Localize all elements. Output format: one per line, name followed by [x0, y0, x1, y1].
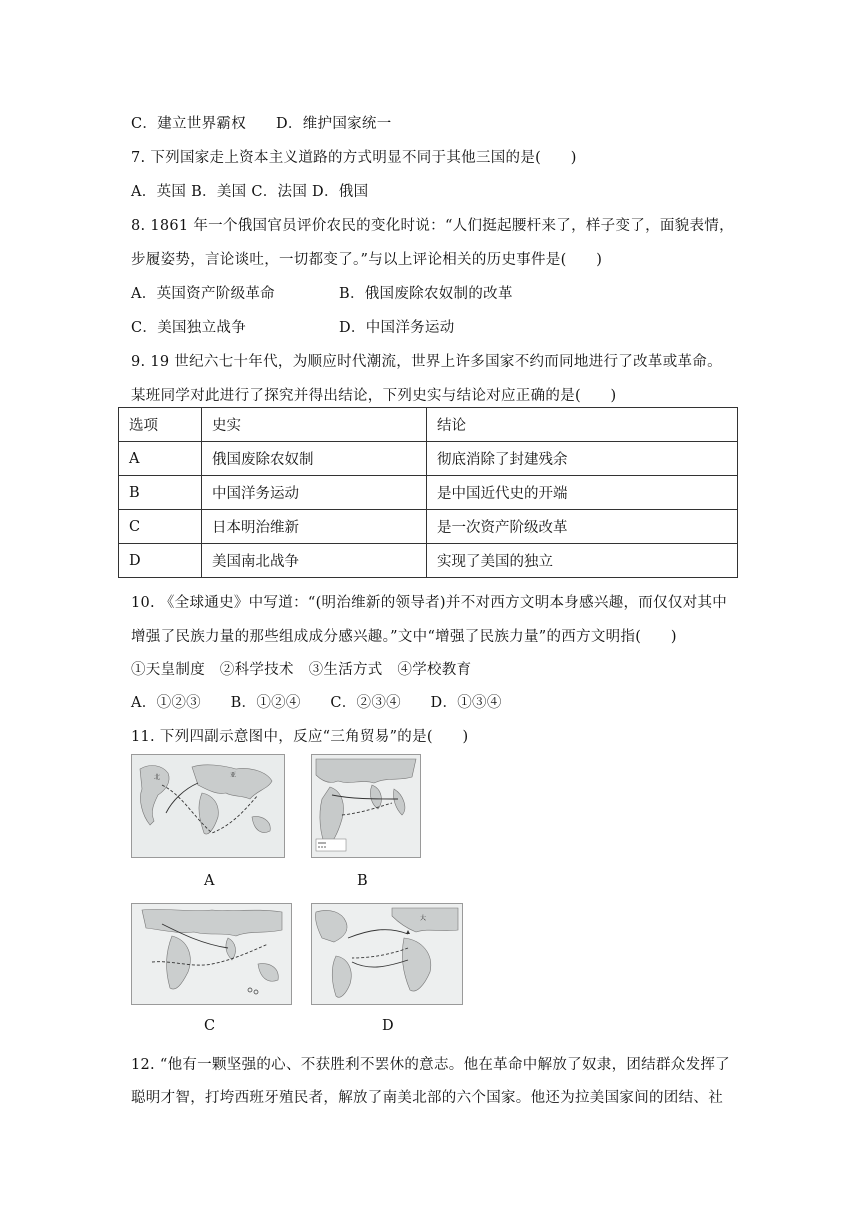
svg-text:大: 大	[420, 915, 427, 922]
table-cell: 彻底消除了封建残余	[427, 442, 738, 476]
q9-stem-line2: 某班同学对此进行了探究并得出结论，下列史实与结论对应正确的是( )	[131, 388, 617, 404]
table-header-row	[119, 408, 738, 442]
q6-option-d: D．维护国家统一	[276, 116, 392, 132]
table-cell: B	[119, 476, 202, 510]
map-d-label: D	[382, 1018, 394, 1034]
svg-text:亚: 亚	[230, 772, 237, 779]
map-c-image	[131, 903, 292, 1005]
map-d-image	[311, 903, 463, 1005]
table-cell: 美国南北战争	[202, 544, 427, 578]
q12-stem-line1: 12. “他有一颗坚强的心、不获胜利不罢休的意志。他在革命中解放了奴隶，团结群众发挥了	[131, 1057, 730, 1073]
q8-option-c: C．美国独立战争	[131, 320, 246, 336]
table-header-cell: 结论	[427, 408, 738, 442]
indian-ocean-map-routes-icon	[132, 904, 291, 1004]
table-row	[119, 544, 738, 578]
q7-options: A．英国 B．美国 C．法国 D．俄国	[131, 184, 369, 200]
table-cell: C	[119, 510, 202, 544]
table-cell: 日本明治维新	[202, 510, 427, 544]
table-row	[119, 510, 738, 544]
table-row	[119, 476, 738, 510]
q10-stem-line1: 10. 《全球通史》中写道：“(明治维新的领导者)并不对西方文明本身感兴趣，而仅仅对其中	[131, 595, 728, 611]
q10-items: ①天皇制度 ②科学技术 ③生活方式 ④学校教育	[131, 662, 472, 678]
q9-table	[118, 407, 738, 578]
svg-text:北: 北	[154, 774, 161, 781]
table-row	[119, 442, 738, 476]
map-c-label: C	[204, 1018, 216, 1034]
table-header-cell: 选项	[119, 408, 202, 442]
table-cell: 中国洋务运动	[202, 476, 427, 510]
q8-option-d: D．中国洋务运动	[339, 320, 455, 336]
world-map-routes-icon	[132, 755, 284, 857]
map-b-label: B	[357, 873, 368, 889]
table-cell: 是一次资产阶级改革	[427, 510, 738, 544]
table-cell: D	[119, 544, 202, 578]
q10-options: A．①②③ B．①②④ C．②③④ D．①③④	[131, 695, 502, 711]
q6-option-c: C．建立世界霸权	[131, 116, 246, 132]
table-cell: 是中国近代史的开端	[427, 476, 738, 510]
q8-options-row2	[131, 316, 455, 337]
q8-stem-line1: 8. 1861 年一个俄国官员评价农民的变化时说：“人们挺起腰杆来了，样子变了，面貌表情，	[131, 218, 734, 234]
q12-stem-line2: 聪明才智，打垮西班牙殖民者，解放了南美北部的六个国家。他还为拉美国家间的团结、社	[131, 1090, 723, 1106]
q8-option-a: A．英国资产阶级革命	[131, 286, 275, 302]
table-header-cell: 史实	[202, 408, 427, 442]
q6-options-line	[131, 112, 392, 133]
europe-asia-map-routes-icon	[312, 755, 420, 857]
q9-stem-line1: 9. 19 世纪六七十年代，为顺应时代潮流，世界上许多国家不约而同地进行了改革或革命。	[131, 354, 722, 370]
q8-options-row1	[131, 282, 513, 303]
map-a-label: A	[204, 873, 215, 889]
atlantic-map-routes-icon	[312, 904, 462, 1004]
q11-stem: 11. 下列四副示意图中，反应“三角贸易”的是( )	[131, 729, 469, 745]
table-cell: 实现了美国的独立	[427, 544, 738, 578]
map-a-image	[131, 754, 285, 858]
table-cell: 俄国废除农奴制	[202, 442, 427, 476]
q8-option-b: B．俄国废除农奴制的改革	[339, 286, 513, 302]
q7-stem: 7. 下列国家走上资本主义道路的方式明显不同于其他三国的是( )	[131, 150, 577, 166]
table-cell: A	[119, 442, 202, 476]
q8-stem-line2: 步履姿势，言论谈吐，一切都变了。”与以上评论相关的历史事件是( )	[131, 252, 603, 268]
q10-stem-line2: 增强了民族力量的那些组成成分感兴趣。”文中“增强了民族力量”的西方文明指( )	[131, 629, 677, 645]
map-b-image	[311, 754, 421, 858]
